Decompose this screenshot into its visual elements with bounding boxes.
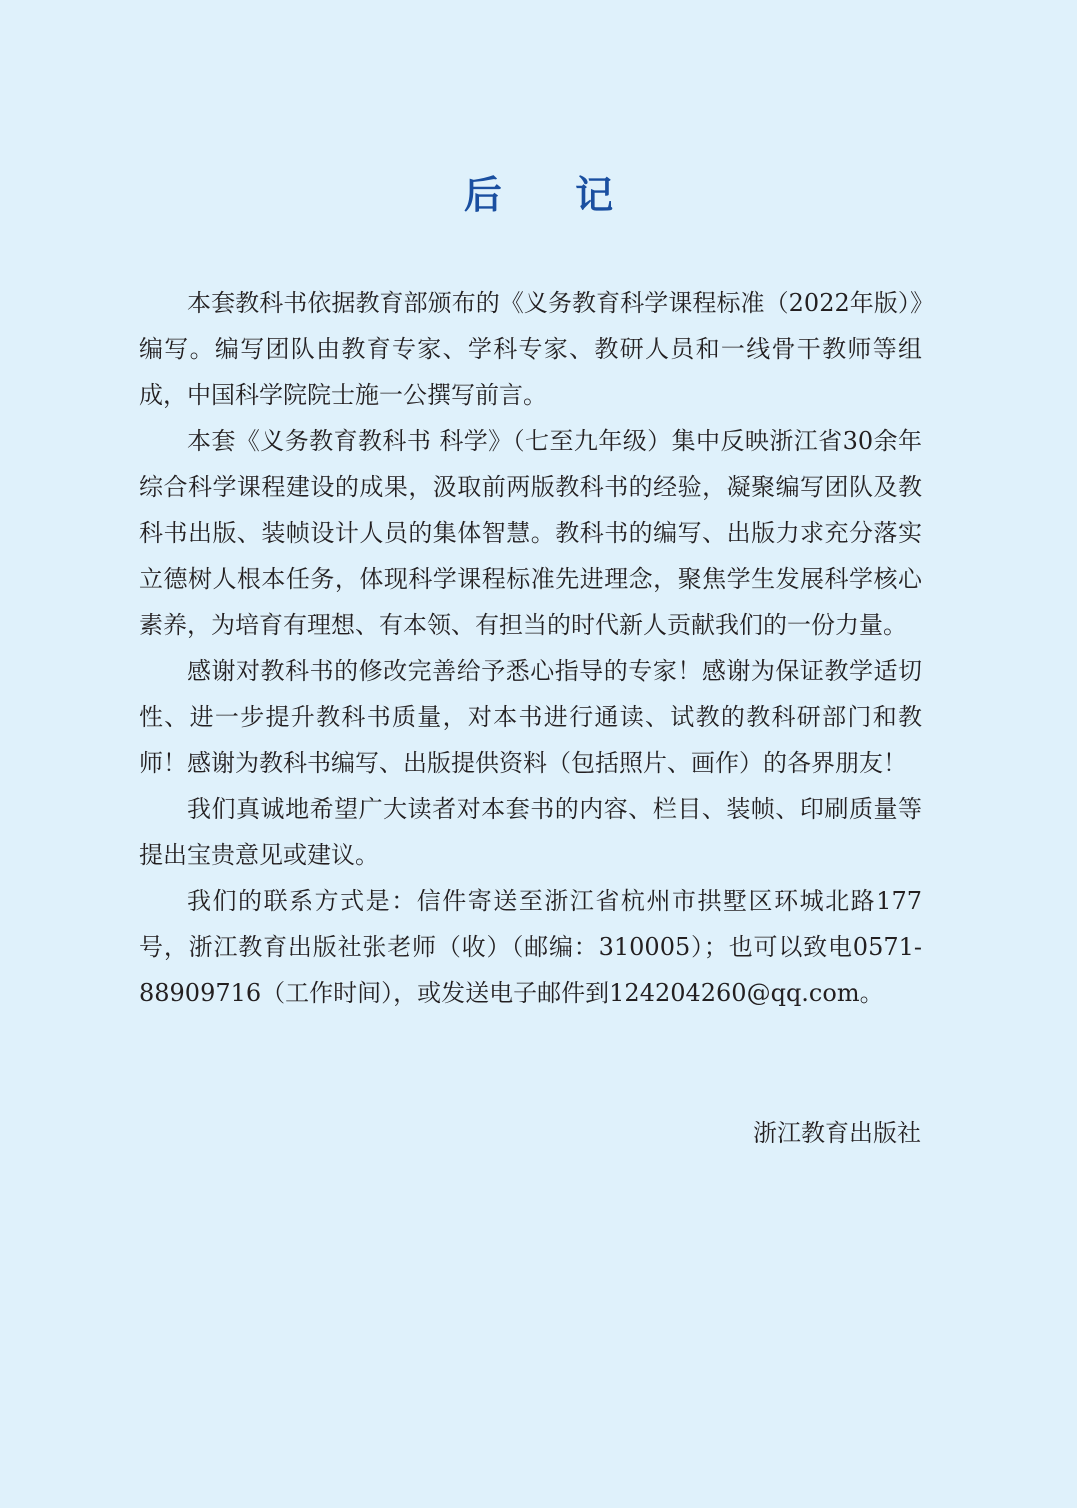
paragraph-curriculum-basis: 本套教科书依据教育部颁布的《义务教育科学课程标准（2022年版）》编写。编写团队由教育专家、学科专家、教研人员和一线骨干教师等组成，中国科学院院士施一公撰写前言。 <box>139 289 922 409</box>
afterword-body <box>139 280 922 1016</box>
paragraph-acknowledgements: 感谢对教科书的修改完善给予悉心指导的专家！感谢为保证教学适切性、进一步提升教科书质量，对本书进行通读、试教的教科研部门和教师！感谢为教科书编写、出版提供资料（包括照片、画作）的各界朋友！ <box>139 657 922 777</box>
paragraph-textbook-overview: 本套《义务教育教科书 科学》（七至九年级）集中反映浙江省30余年综合科学课程建设的成果，汲取前两版教科书的经验，凝聚编写团队及教科书出版、装帧设计人员的集体智慧。教科书的编写、出版力求充分落实立德树人根本任务，体现科学课程标准先进理念，聚焦学生发展科学核心素养，为培育有理想、有本领、有担当的时代新人贡献我们的一份力量。 <box>139 427 922 639</box>
page-title: 后 记 <box>463 173 644 217</box>
paragraph-contact-info: 我们的联系方式是：信件寄送至浙江省杭州市拱墅区环城北路177号，浙江教育出版社张老师（收）（邮编：310005）；也可以致电0571-88909716（工作时间），或发送电子邮件到124204260@qq.com。 <box>139 887 922 1007</box>
publisher-signature: 浙江教育出版社 <box>753 1119 921 1147</box>
paragraph-feedback-request: 我们真诚地希望广大读者对本套书的内容、栏目、装帧、印刷质量等提出宝贵意见或建议。 <box>139 795 922 869</box>
